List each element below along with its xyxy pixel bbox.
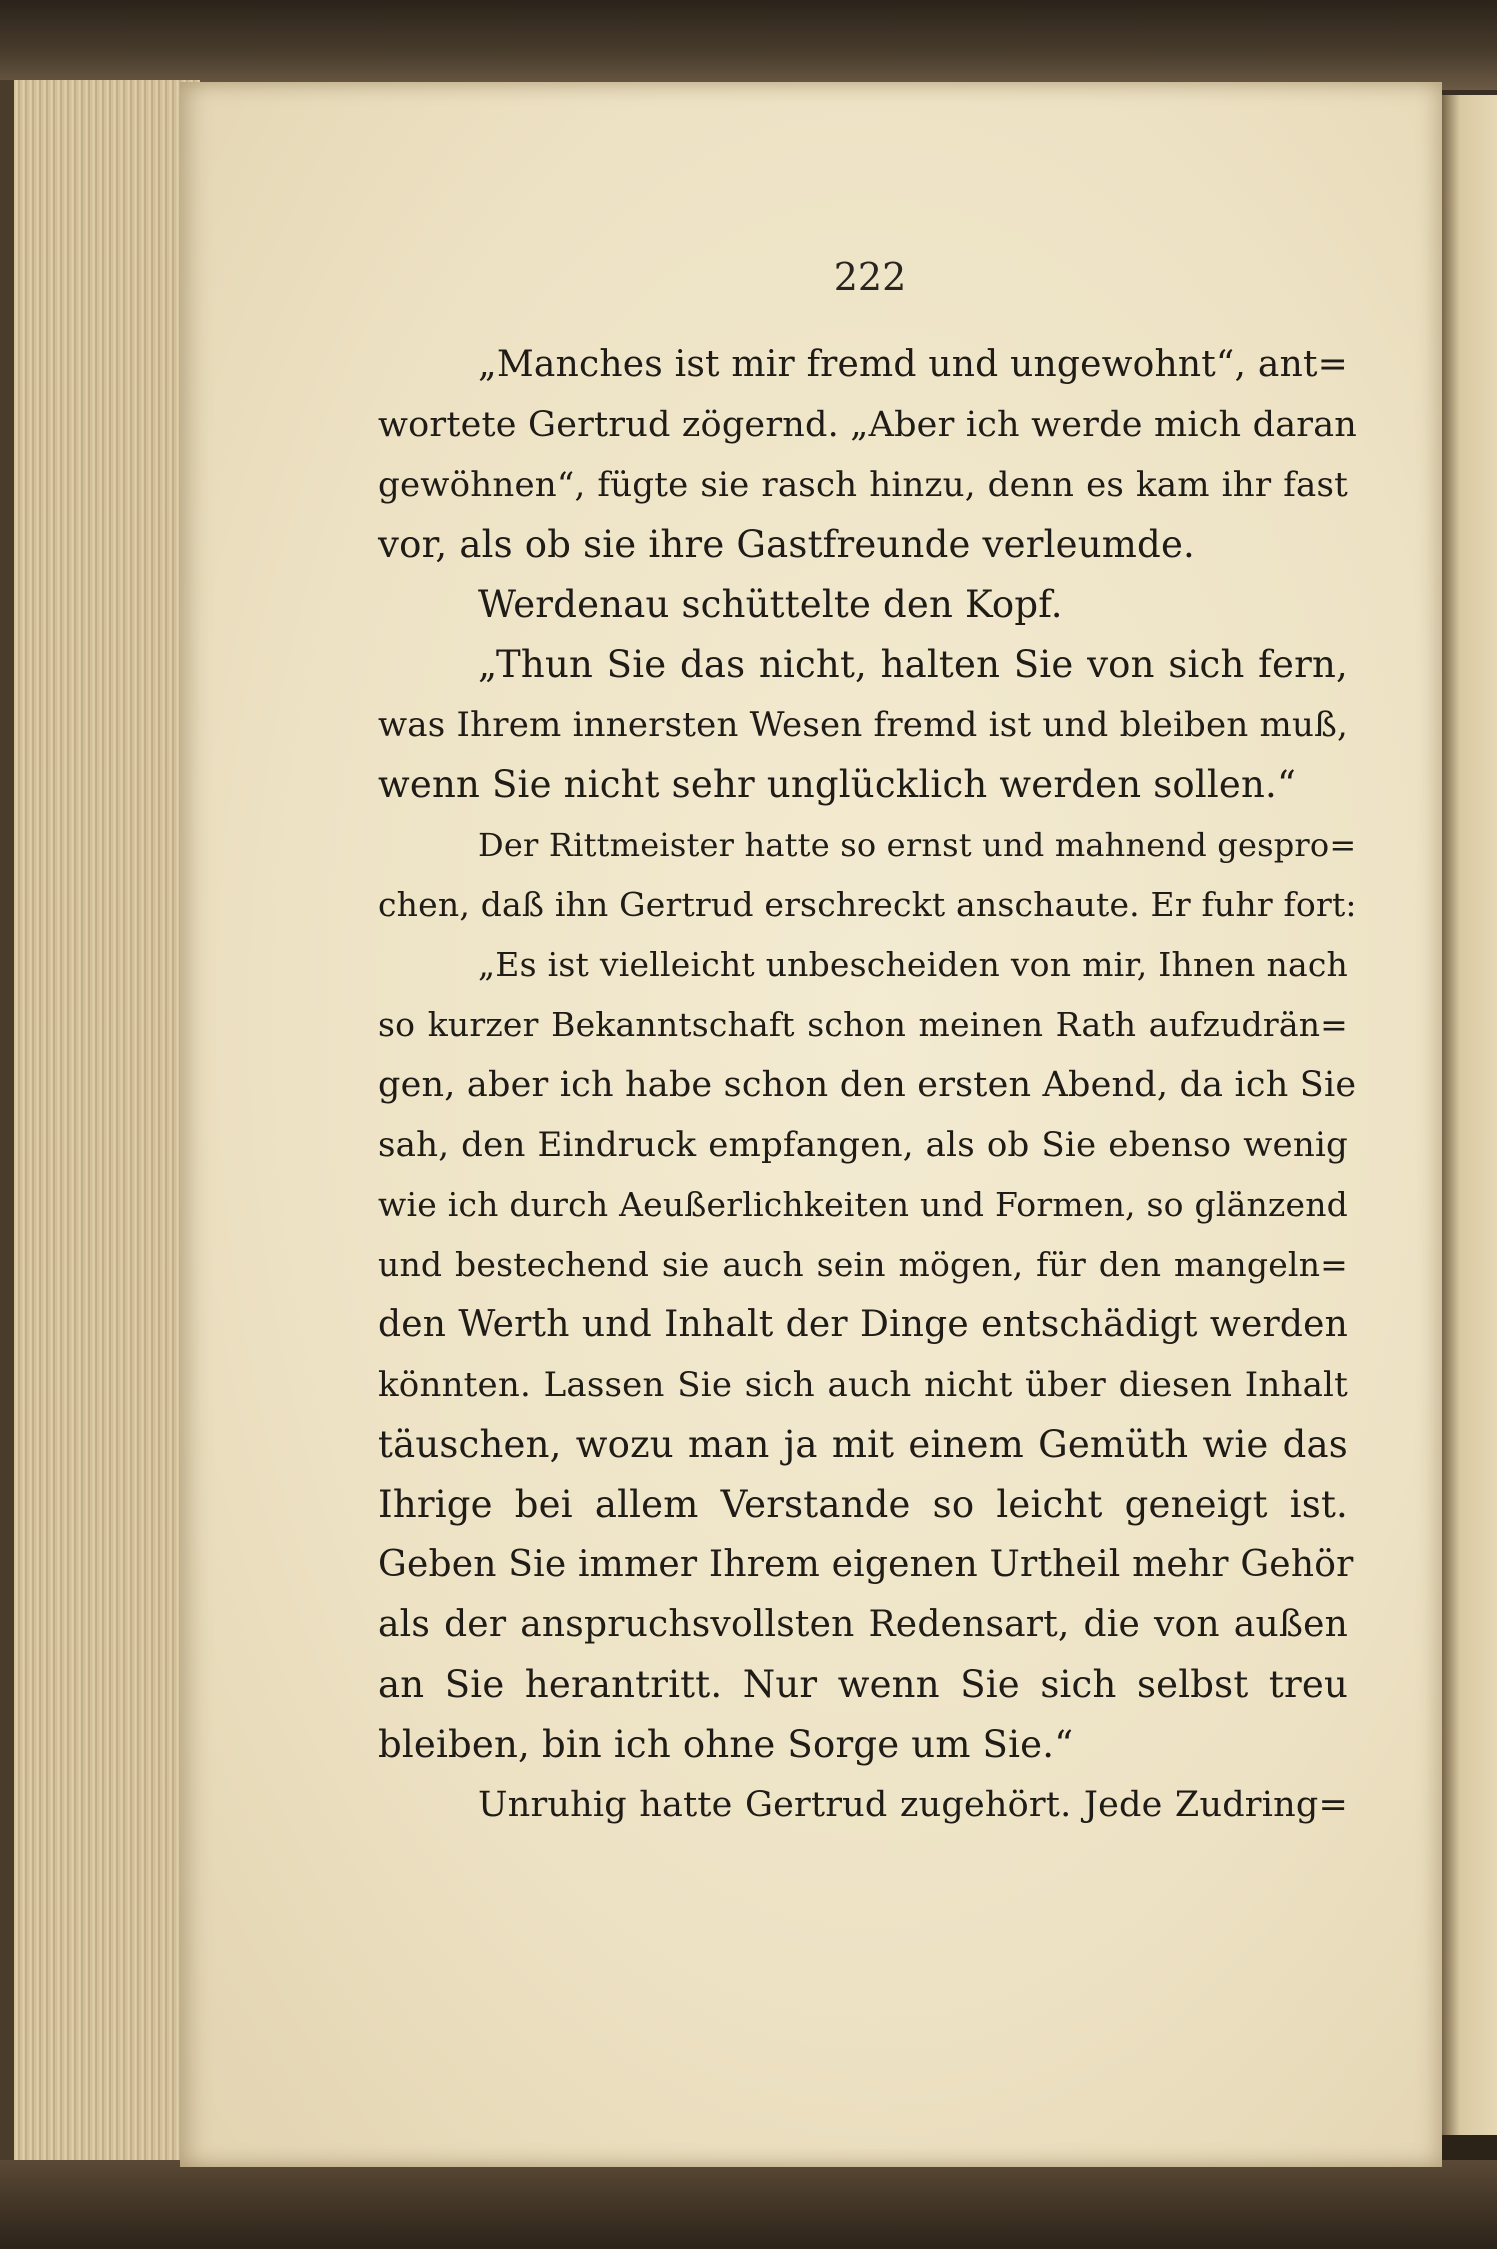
page-stack-edge (0, 80, 200, 2170)
book-top-edge (0, 0, 1497, 90)
page-number: 222 (833, 255, 907, 299)
text-line: gewöhnen“, fügte sie rasch hinzu, denn es kam ihr fast (378, 465, 1348, 505)
text-line: wie ich durch Aeußerlichkeiten und Formen, so glänzend (378, 1185, 1348, 1224)
text-line: „Thun Sie das nicht, halten Sie von sich fern, (478, 643, 1348, 686)
text-line: chen, daß ihn Gertrud erschreckt anschaute. Er fuhr fort: (378, 885, 1357, 924)
text-line: Geben Sie immer Ihrem eigenen Urtheil mehr Gehör (378, 1544, 1354, 1585)
text-line: so kurzer Bekanntschaft schon meinen Rath aufzudrän= (378, 1005, 1348, 1044)
text-line: was Ihrem innersten Wesen fremd ist und bleiben muß, (378, 705, 1348, 745)
text-line: gen, aber ich habe schon den ersten Abend, da ich Sie (378, 1065, 1357, 1105)
text-line: Der Rittmeister hatte so ernst und mahnend gespro= (478, 826, 1357, 864)
text-line: als der anspruchsvollsten Redensart, die von außen (378, 1604, 1348, 1645)
text-line: „Es ist vielleicht unbescheiden von mir, Ihnen nach (478, 945, 1348, 984)
text-line: wortete Gertrud zögernd. „Aber ich werde mich daran (378, 405, 1358, 445)
text-line: Werdenau schüttelte den Kopf. (478, 583, 1063, 626)
text-line: wenn Sie nicht sehr unglücklich werden sollen.“ (378, 763, 1297, 806)
text-line: Ihrige bei allem Verstande so leicht geneigt ist. (378, 1483, 1348, 1526)
text-line: könnten. Lassen Sie sich auch nicht über diesen Inhalt (378, 1365, 1348, 1405)
text-line: und bestechend sie auch sein mögen, für den mangeln= (378, 1245, 1348, 1284)
text-line: Unruhig hatte Gertrud zugehört. Jede Zudring= (478, 1785, 1348, 1825)
book-bottom-edge (0, 2160, 1497, 2249)
text-line: an Sie herantritt. Nur wenn Sie sich selbst treu (378, 1663, 1348, 1706)
text-line: den Werth und Inhalt der Dinge entschädigt werden (378, 1304, 1348, 1345)
text-line: vor, als ob sie ihre Gastfreunde verleumde. (378, 523, 1195, 566)
page-text-block (378, 335, 1358, 1835)
text-line: täuschen, wozu man ja mit einem Gemüth wie das (378, 1423, 1348, 1466)
facing-page-edge (1440, 95, 1497, 2135)
text-line: bleiben, bin ich ohne Sorge um Sie.“ (378, 1723, 1074, 1766)
text-line: „Manches ist mir fremd und ungewohnt“, ant= (478, 344, 1348, 385)
text-line: sah, den Eindruck empfangen, als ob Sie ebenso wenig (378, 1125, 1348, 1165)
